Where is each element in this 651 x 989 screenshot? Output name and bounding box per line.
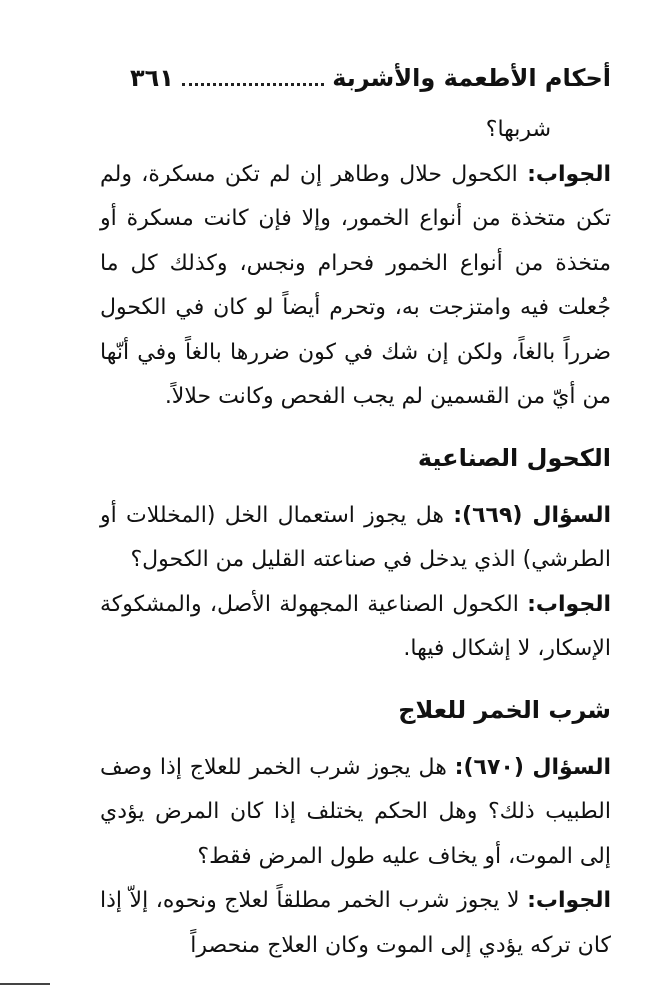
answer-label: الجواب: [527,161,611,187]
continuation-text: شربها؟ [485,117,551,142]
header-dot-leader [182,83,324,86]
answer-paragraph-1 [100,153,611,420]
paragraph-continuation [100,108,611,153]
question-paragraph-669 [100,494,611,583]
body-text [100,108,611,968]
section-heading-industrial-alcohol: الكحول الصناعية [417,443,611,472]
answer-text: الكحول الصناعية المجهولة الأصل، والمشكوكة الإسكار، لا إشكال فيها. [100,591,611,661]
running-header [130,58,611,98]
question-text: هل يجوز شرب الخمر للعلاج إذا وصف الطبيب ذلك؟ وهل الحكم يختلف إذا كان المرض يؤدي إلى الموت، أو يخاف عليه طول المرض فقط؟ [100,754,611,869]
answer-label: الجواب: [527,888,611,913]
answer-text: الكحول حلال وطاهر إن لم تكن مسكرة، ولم تكن متخذة من أنواع الخمور، وإلا فإن كانت مسكرة أو متخذة من أنواع الخمور فحرام ونجس، وكذلك كل ما جُعلت فيه وامتزجت به، وتحرم أيضاً لو كان في الكحول ضرراً بالغاً، ولكن إن شك في كون ضررها بالغاً وفي أنّها من أيّ من القسمين لم يجب الفحص وكانت حلالاً. [100,161,611,409]
answer-paragraph-669 [100,583,611,672]
question-paragraph-670 [100,746,611,880]
question-label: السؤال (٦٧٠): [454,754,612,780]
header-title: أحكام الأطعمة والأشربة [332,64,611,92]
question-text: هل يجوز استعمال الخل (المخللات أو الطرشي) الذي يدخل في صناعته القليل من الكحول؟ [100,502,611,572]
page-number: ٣٦١ [130,64,174,92]
section-heading-wine-for-treatment: شرب الخمر للعلاج [398,695,611,724]
answer-label: الجواب: [527,591,611,617]
question-label: السؤال (٦٦٩): [453,502,612,528]
answer-text: لا يجوز شرب الخمر مطلقاً لعلاج ونحوه، إلاّ إذا كان تركه يؤدي إلى الموت وكان العلاج منحصراً [100,888,611,958]
answer-paragraph-670 [100,879,611,968]
scan-edge-line [0,983,50,985]
